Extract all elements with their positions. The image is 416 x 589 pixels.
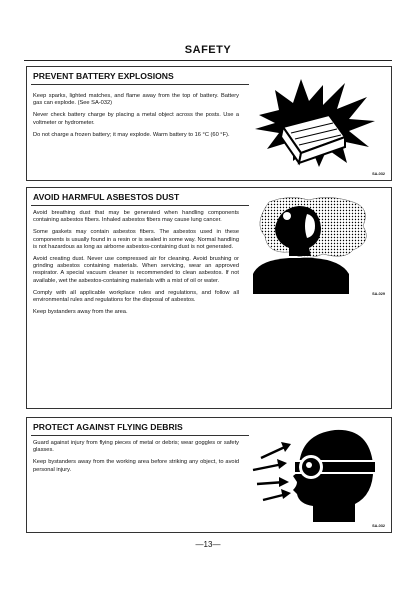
paragraph: Some gaskets may contain asbestos fibers. The asbestos used in these components is usually found in a resin or is sealed in some way. Normal handling is not hazardous as long as airborne asbestos-containing dust is not generated. [33, 229, 239, 250]
section-battery-explosions [26, 66, 392, 181]
paragraph: Do not charge a frozen battery; it may explode. Warm battery to 16 °C (60 °F). [33, 131, 230, 138]
section-body [33, 93, 239, 144]
paragraph: Keep bystanders away from the working area before striking any object, to avoid personal injury. [33, 459, 239, 473]
title-rule [31, 435, 249, 436]
title-rule [31, 205, 249, 206]
paragraph: Avoid breathing dust that may be generated when handling components containing asbestos fibers. Inhaled asbestos fibers may cause lung cancer. [33, 210, 239, 224]
section-flying-debris [26, 417, 392, 533]
paragraph: Never check battery charge by placing a metal object across the posts. Use a voltmeter or hydrometer. [33, 112, 239, 126]
page-title: SAFETY [184, 44, 232, 56]
section-body [33, 440, 239, 479]
section-body [33, 210, 239, 321]
figure-code: SA-029 [372, 292, 385, 296]
page-number: —13— [195, 540, 221, 549]
section-title: PREVENT BATTERY EXPLOSIONS [33, 71, 174, 81]
section-title: AVOID HARMFUL ASBESTOS DUST [33, 192, 180, 202]
paragraph: Avoid creating dust. Never use compressed air for cleaning. Avoid brushing or grinding asbestos containing materials. When servicing, wear an approved respirator. A special vacuum cleaner is recommended to clean asbestos. If not available, wet the asbestos-containing materials with a mist of oil or water. [33, 256, 239, 284]
section-asbestos-dust [26, 187, 392, 409]
header-rule [24, 60, 392, 61]
figure-code: SA-032 [372, 172, 385, 176]
paragraph: Keep sparks, lighted matches, and flame away from the top of battery. Battery gas can explode. (See SA-032) [33, 93, 239, 107]
section-title: PROTECT AGAINST FLYING DEBRIS [33, 422, 183, 432]
flying-debris-goggles-icon [243, 424, 383, 524]
paragraph: Comply with all applicable workplace rules and regulations, and follow all environmental rules and regulations for the disposal of asbestos. [33, 289, 239, 304]
figure-code: SA-032 [372, 524, 385, 528]
asbestos-dust-icon [249, 194, 381, 294]
paragraph: Keep bystanders away from the area. [33, 309, 128, 316]
battery-explosion-icon [249, 75, 381, 169]
title-rule [31, 84, 249, 85]
paragraph: Guard against injury from flying pieces of metal or debris; wear goggles or safety glasses. [33, 440, 239, 454]
